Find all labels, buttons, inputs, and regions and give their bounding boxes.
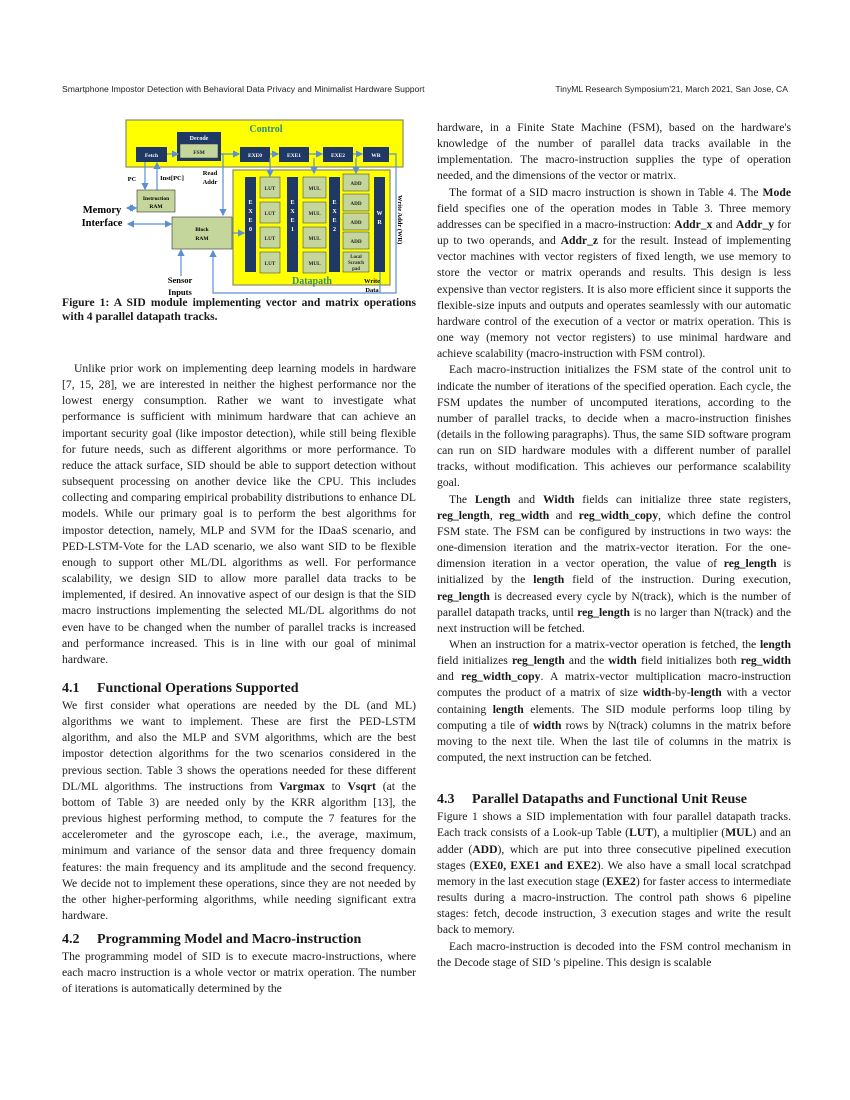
exe2-stage xyxy=(323,147,353,162)
text-run: for up to two operands, and xyxy=(437,217,791,248)
lut-label: LUT xyxy=(264,236,276,242)
section-heading-4-1: 4.1 Functional Operations Supported xyxy=(62,680,299,696)
bar-letter: E xyxy=(248,218,253,224)
bold-term: reg_length xyxy=(577,605,630,619)
bold-term: Addr_x xyxy=(674,217,713,231)
text-run: The xyxy=(449,492,475,506)
exe0-pipeline-bar xyxy=(245,177,256,272)
text-run: is initialized by the xyxy=(437,557,791,587)
text-run: and xyxy=(712,217,736,231)
write-addr-label: Write Addr (WR) xyxy=(396,195,403,245)
svg-text:EXE2: EXE2 xyxy=(330,153,346,159)
bold-term: Vargmax xyxy=(279,779,325,793)
bold-term: ADD xyxy=(472,842,498,856)
text-run: hardware, in a Finite State Machine (FSM), based on the hardware's knowledge of the number of parallel data tracks available in the implementation. The macro-instruction supplies the type of operation needed, and the dimensions of the vector or matrix. xyxy=(437,121,791,183)
paragraph xyxy=(437,492,791,637)
add-label: ADD xyxy=(350,239,362,245)
bold-term: reg_length xyxy=(511,654,565,668)
bar-letter: X xyxy=(248,209,253,215)
svg-text:EXE1: EXE1 xyxy=(286,153,302,159)
svg-text:FSM: FSM xyxy=(193,150,205,156)
bold-term: Addr_z xyxy=(560,234,599,248)
text-run: to xyxy=(324,779,348,793)
text-run: We first consider what operations are needed by the DL (and ML) algorithms we want to implement. These are first the PED-LSTM algorithm, and also the MLP and SVM algorithms, which are the best impostor detection algorithms for the two scenarios considered in the previous section. Table 3 shows the operations needed for these different DL/ML algorithms. The instructions from xyxy=(62,698,416,793)
section-heading-4-3: 4.3 Parallel Datapaths and Functional Unit Reuse xyxy=(437,792,747,808)
bold-term: length xyxy=(492,702,524,716)
bold-term: length xyxy=(533,573,565,587)
exe1-pipeline-bar xyxy=(287,177,298,272)
svg-text:Inputs: Inputs xyxy=(168,287,192,297)
text-run: ) and an adder ( xyxy=(437,826,791,856)
fetch-stage xyxy=(136,147,167,162)
text-run: is no larger than N(track) and the next instruction will be fetched. xyxy=(437,605,791,635)
bar-letter: 1 xyxy=(291,227,294,233)
text-run: ) for faster access to intermediate results during a macro-instruction. The control path shows 6 pipeline stages: fetch, decode instruction, 3 execution stages and write the result back to memory. xyxy=(437,874,791,937)
text-run: field of the instruction. During execution, xyxy=(564,573,791,587)
svg-text:EXE0: EXE0 xyxy=(247,153,263,159)
svg-text:Data: Data xyxy=(365,287,379,294)
text-run: When an instruction for a matrix-vector operation is fetched, the xyxy=(449,638,760,651)
bar-letter: E xyxy=(332,200,337,206)
paragraph xyxy=(62,361,416,668)
text-run: ), which are put into three consecutive pipelined execution stages ( xyxy=(437,842,791,872)
mul-label: MUL xyxy=(308,261,321,267)
bold-term: reg_length xyxy=(437,589,490,603)
bold-term: width xyxy=(533,718,562,732)
bold-term: reg_width_copy xyxy=(578,508,659,522)
text-run: The format of a SID macro instruction is shown in Table 4. The xyxy=(449,185,763,199)
bold-term: Addr_y xyxy=(735,217,775,231)
bar-letter: E xyxy=(290,218,295,224)
paragraph xyxy=(437,939,791,971)
left-column xyxy=(62,296,416,998)
paragraph xyxy=(62,949,416,997)
text-run: fields can initialize three state registers, xyxy=(574,492,791,506)
bold-term: reg_width_copy xyxy=(461,670,541,684)
control-label: Control xyxy=(249,124,283,135)
section-heading-4-2: 4.2 Programming Model and Macro-instruction xyxy=(62,932,362,948)
sensor-inputs-label: Sensor xyxy=(167,275,193,285)
lut-label: LUT xyxy=(264,186,276,192)
bold-term: MUL xyxy=(725,826,753,840)
text-run: Each macro-instruction initializes the FSM state of the control unit to indicate the number of iterations of the specified operation. Each cycle, the FSM updates the number of uncomputed iterations, according to the number of parallel tracks, to decide when a macro-instruction finishes (details in the following paragraphs). Thus, the same SID software program can run on SID hardware modules with a different number of parallel tracks, without modification. This achieves our performance scalability goal. xyxy=(437,363,791,490)
text-run: and the xyxy=(564,654,609,668)
bold-term: width xyxy=(608,654,637,668)
decode-stage xyxy=(177,132,221,161)
exe1-stage xyxy=(279,147,309,162)
pc-label: PC xyxy=(127,176,137,183)
bar-letter: E xyxy=(290,200,295,206)
figure-caption: Figure 1: A SID module implementing vector and matrix operations with 4 parallel datapath tracks. xyxy=(62,296,416,323)
text-run: -by- xyxy=(671,686,691,700)
bold-term: LUT xyxy=(629,826,653,840)
svg-text:Decode: Decode xyxy=(189,136,209,142)
bold-term: EXE0, EXE1 and EXE2 xyxy=(473,858,597,872)
text-run: ), a multiplier ( xyxy=(653,826,726,840)
svg-text:WR: WR xyxy=(371,153,381,159)
text-run: (at the bottom of Table 3) are needed only by the KRR algorithm [13], the previous highest performing method, to compute the 7 features for the accelerometer and the gyroscope each, i.e., the average, maximum, minimum and variance of the sensor data and three frequency domain features: the main frequency and its amplitude and the second frequency. We decide not to implement these operations, since they are not needed by the other higher-performing algorithms, while needing significant extra hardware. xyxy=(62,779,416,922)
lut-label: LUT xyxy=(264,211,276,217)
exe0-stage xyxy=(240,147,270,162)
bold-term: reg_length xyxy=(437,508,490,522)
paragraph xyxy=(437,185,791,363)
bold-term: Mode xyxy=(762,185,791,199)
svg-text:Addr: Addr xyxy=(202,179,218,186)
bold-term: length xyxy=(759,638,791,651)
bold-term: length xyxy=(690,686,722,700)
text-run: and xyxy=(437,670,462,684)
bar-letter: W xyxy=(376,211,383,217)
scratchpad-label: pad xyxy=(352,267,360,272)
text-run: , which define the control FSM state. The FSM can be configured by instructions in two ways: the one-dimension iteration and the matrix-vector iteration. For the one-dimension iteration in a vector operation, the value of xyxy=(437,508,791,571)
bold-term: reg_width xyxy=(740,654,791,668)
bar-letter: 0 xyxy=(249,227,252,233)
bold-term: Width xyxy=(542,492,575,506)
paragraph xyxy=(62,698,416,924)
text-run: ). We also have a small local scratchpad memory in the last execution stage ( xyxy=(437,858,791,888)
svg-text:Interface: Interface xyxy=(81,218,123,229)
text-run: field specifies one of the operation modes in Table 3. Three memory addresses can be specified in a macro-instruction: xyxy=(437,201,791,231)
text-run: Each macro-instruction is decoded into the FSM control mechanism in the Decode stage of SID 's pipeline. This design is scalable xyxy=(437,939,791,969)
datapath-label: Datapath xyxy=(291,276,333,287)
mul-label: MUL xyxy=(308,211,321,217)
bar-letter: E xyxy=(332,218,337,224)
text-run: rows by N(track) columns in the matrix before moving to the next tile. When the last tile of columns in the matrix is computed, the next instruction can be fetched. xyxy=(437,718,791,765)
bar-letter: E xyxy=(248,200,253,206)
exe2-pipeline-bar xyxy=(329,177,340,272)
lut-label: LUT xyxy=(264,261,276,267)
text-run: . A matrix-vector multiplication macro-instruction computes the product of a matrix of size xyxy=(437,670,791,700)
write-data-label: Write xyxy=(363,278,381,285)
text-run: Unlike prior work on implementing deep learning models in hardware [7, 15, 28], we are interested in neither the highest performance nor the lowest energy consumption. Rather we want to investigate what performance is sufficient with minimum hardware that can achieve an important security goal (like impostor detection), while still being flexible for future needs, such as different algorithms or more performance. To reduce the attack surface, SID should be able to support detection without subsequent processing on another device like the CPU. This includes collecting and comparing empirical probability distributions to enhance DL models. While our primary goal is to perform the best algorithms for impostor detection, namely, MLP and SVM for the IDaaS scenario, and PED-LSTM-Vote for the LAD scenario, we also want SID to be flexible enough to support other ML/DL algorithms as well. For performance scalability, we design SID to allow more parallel data tracks to be implemented, if desired. An innovative aspect of our design is that the SID macro instructions implementing the selected ML/DL algorithms do not even have to be changed when the number of parallel tracks is increased and performance increased. This is in line with our goal of minimal hardware. xyxy=(62,362,416,666)
scratchpad-label: Scratch xyxy=(348,261,364,266)
add-label: ADD xyxy=(350,201,362,207)
mul-label: MUL xyxy=(308,186,321,192)
text-run: with a vector containing xyxy=(437,686,792,716)
text-run: and xyxy=(549,508,579,522)
add-label: ADD xyxy=(350,181,362,187)
bar-letter: 2 xyxy=(333,227,336,233)
paragraph xyxy=(437,809,791,938)
svg-text:Block: Block xyxy=(195,227,209,233)
add-label: ADD xyxy=(350,220,362,226)
memory-interface-label: Memory xyxy=(82,205,122,216)
paragraph xyxy=(437,120,791,185)
block-ram xyxy=(172,217,232,249)
mul-label: MUL xyxy=(308,236,321,242)
text-run: elements. The SID module performs loop tiling by computing a tile of xyxy=(437,702,791,732)
text-run: field initializes xyxy=(437,654,512,668)
bold-term: EXE2 xyxy=(606,874,636,888)
scratchpad-label: Local xyxy=(350,255,362,260)
text-run: Figure 1 shows a SID implementation with four parallel datapath tracks. Each track consists of a Look-up Table ( xyxy=(437,810,791,840)
paragraph xyxy=(437,637,791,766)
text-run: field initializes both xyxy=(636,654,741,668)
bold-term: width xyxy=(642,686,672,700)
text-run: and xyxy=(510,492,543,506)
bold-term: Length xyxy=(474,492,511,506)
text-run: , xyxy=(489,508,500,522)
running-header-venue: TinyML Research Symposium'21, March 2021, San Jose, CA xyxy=(555,84,788,94)
bold-term: Vsqrt xyxy=(347,779,376,793)
paragraph xyxy=(437,362,791,491)
svg-text:Instruction: Instruction xyxy=(142,196,170,202)
bold-term: reg_length xyxy=(723,557,777,571)
bar-letter: X xyxy=(290,209,295,215)
svg-text:Fetch: Fetch xyxy=(144,153,159,159)
text-run: The programming model of SID is to execute macro-instructions, where each macro instruction is a whole vector or matrix operation. The number of iterations is automatically determined by the xyxy=(62,950,416,996)
right-column xyxy=(437,120,791,971)
instruction-ram xyxy=(137,190,175,212)
svg-text:RAM: RAM xyxy=(149,204,163,210)
text-run: is decreased every cycle by N(track), which is the number of parallel datapath tracks, until xyxy=(437,589,791,619)
svg-text:RAM: RAM xyxy=(195,236,209,242)
running-header-title: Smartphone Impostor Detection with Behavioral Data Privacy and Minimalist Hardware Support xyxy=(62,84,425,94)
inst-pc-label: Inst[PC] xyxy=(160,175,184,182)
bold-term: reg_width xyxy=(499,508,550,522)
bar-letter: R xyxy=(377,220,382,226)
wr-stage xyxy=(363,147,389,162)
bar-letter: X xyxy=(332,209,337,215)
text-run: for the result. Instead of implementing vector machines with vector registers of fixed length, we use memory to store the vector or matrix operands and results. This design is less expensive than vector registers. It is also more efficient since it supports the flexible-size inputs and outputs and operates seamlessly with our automatic hardware control of the execution of a vector or matrix operation. This is one way (memory not vector registers) to use minimal hardware and achieve scalability (macro-instruction with FSM control). xyxy=(437,234,792,361)
read-addr-label: Read xyxy=(202,170,218,177)
